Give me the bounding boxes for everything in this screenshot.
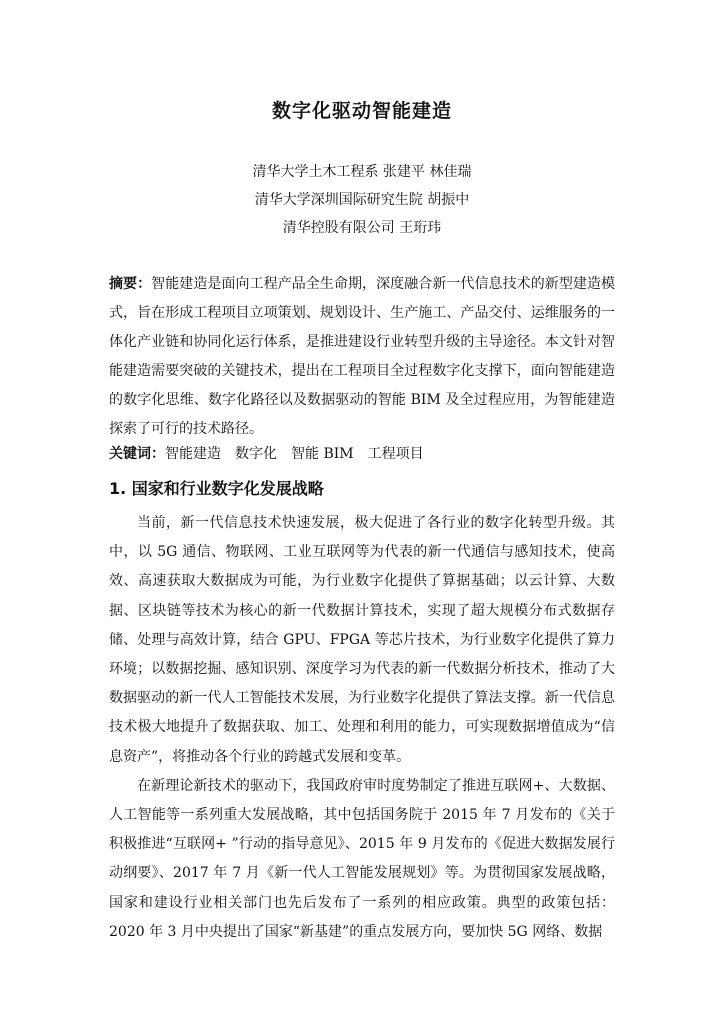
keyword: 智能建造: [165, 446, 221, 462]
section-body: [109, 509, 615, 947]
abstract-text: 智能建造是面向工程产品全生命期，深度融合新一代信息技术的新型建造模式，旨在形成工程项目立项策划、规划设计、生产施工、产品交付、运维服务的一体化产业链和协同化运行体系，是推进建设行业转型升级的主导途径。本文针对智能建造需要突破的关键技术，提出在工程项目全过程数字化支撑下，面向智能建造的数字化思维、数字化路径以及数据驱动的智能 BIM 及全过程应用，为智能建造探索了可行的技术路径。: [109, 276, 615, 437]
body-paragraph: 在新理论新技术的驱动下，我国政府审时度势制定了推进互联网+、大数据、人工智能等一系列重大发展战略，其中包括国务院于 2015 年 7 月发布的《关于积极推进“互联网+ ”行动的指导意见》、2015 年 9 月发布的《促进大数据发展行动纲要》、2017 年 7 月《新一代人工智能发展规划》等。为贯彻国家发展战略，国家和建设行业相关部门也先后发布了一系列的相应政策。典型的政策包括：2020 年 3 月中央提出了国家“新基建”的重点发展方向，要加快 5G 网络、数据: [109, 777, 615, 940]
paper-title: 数字化驱动智能建造: [271, 100, 452, 122]
abstract: [109, 270, 615, 444]
body-paragraph: 当前，新一代信息技术快速发展，极大促进了各行业的数字化转型升级。其中，以 5G 通信、物联网、工业互联网等为代表的新一代通信与感知技术，使高效、高速获取大数据成为可能，为行业数字化提供了算据基础；以云计算、大数据、区块链等技术为核心的新一代数据计算技术，实现了超大规模分布式数据存储、处理与高效计算，结合 GPU、FPGA 等芯片技术，为行业数字化提供了算力环境；以数据挖掘、感知识别、深度学习为代表的新一代数据分析技术，推动了大数据驱动的新一代人工智能技术发展，为行业数字化提供了算法支撑。新一代信息技术极大地提升了数据获取、加工、处理和利用的能力，可实现数据增值成为“信息资产”，将推动各个行业的跨越式发展和变革。: [109, 515, 615, 765]
keywords: [109, 442, 615, 466]
section-heading: 1. 国家和行业数字化发展战略: [109, 479, 324, 498]
keyword: 数字化: [235, 446, 277, 462]
keyword: 智能 BIM: [291, 446, 354, 462]
author-line: 清华大学土木工程系 张建平 林佳瑞: [252, 164, 472, 180]
abstract-label: 摘要：: [109, 276, 152, 292]
keywords-label: 关键词：: [109, 446, 165, 462]
author-line: 清华控股有限公司 王珩玮: [282, 220, 442, 236]
author-list: [0, 158, 724, 242]
author-line: 清华大学深圳国际研究生院 胡振中: [254, 192, 470, 208]
keyword: 工程项目: [367, 446, 424, 462]
